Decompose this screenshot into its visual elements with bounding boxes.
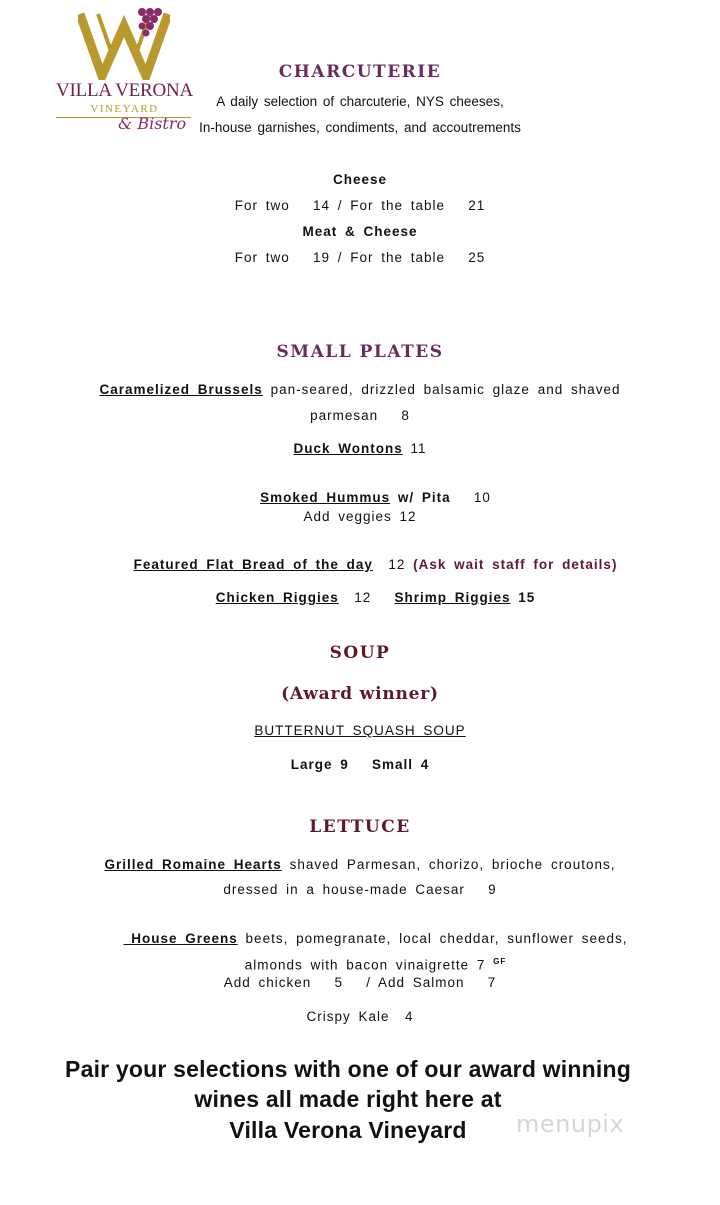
cheese-title: Cheese — [332, 172, 388, 187]
shrimp-riggies-name: Shrimp Riggies — [394, 590, 511, 605]
wontons-price: 11 — [402, 441, 427, 456]
house-greens-desc: beets, pomegranate, local cheddar, sunflower seeds, — [237, 931, 628, 946]
pairing-line-1: Pair your selections with one of our award winning — [65, 1056, 631, 1082]
soup-sizes: Large 9 Small 4 — [290, 757, 430, 772]
menu-item-wontons — [0, 441, 720, 456]
chicken-riggies-name: Chicken Riggies — [215, 590, 339, 605]
meat-cheese-prices: For two 19 / For the table 25 — [234, 250, 486, 265]
romaine-desc: shaved Parmesan, chorizo, brioche croutons, — [281, 857, 616, 872]
soup-award: (Award winner) — [281, 684, 439, 704]
pairing-line-3: Villa Verona Vineyard — [229, 1117, 467, 1143]
hummus-price: 10 — [450, 490, 491, 505]
veggies-addon: Add veggies 12 — [303, 509, 417, 524]
romaine-name: Grilled Romaine Hearts — [104, 857, 282, 872]
meat-cheese-title: Meat & Cheese — [302, 224, 418, 239]
logo-script: & Bistro — [118, 114, 187, 133]
brussels-desc-2: parmesan 8 — [310, 408, 410, 423]
brussels-name: Caramelized Brussels — [99, 382, 263, 397]
shrimp-riggies-price: 15 — [510, 590, 536, 605]
gluten-free-tag: GF — [493, 957, 507, 966]
house-greens-name: House Greens — [123, 931, 238, 946]
soup-title: SOUP — [329, 643, 391, 663]
charcuterie-desc-2: In-house garnishes, condiments, and accoutrements — [199, 120, 521, 135]
pairing-line-2: wines all made right here at — [194, 1086, 502, 1112]
house-greens-desc-2: almonds with bacon vinaigrette 7 — [244, 957, 494, 973]
charcuterie-title: CHARCUTERIE — [278, 62, 442, 82]
romaine-desc-2: dressed in a house-made Caesar 9 — [223, 882, 497, 897]
flatbread-name: Featured Flat Bread of the day — [133, 557, 373, 572]
crispy-kale: Crispy Kale 4 — [306, 1009, 414, 1024]
flatbread-note: (Ask wait staff for details) — [413, 557, 618, 572]
hummus-suffix: w/ Pita — [390, 490, 451, 505]
cheese-prices: For two 14 / For the table 21 — [234, 198, 486, 213]
chicken-riggies-price: 12 — [338, 590, 395, 605]
menu-item-riggies — [0, 575, 720, 620]
charcuterie-desc-1: A daily selection of charcuterie, NYS cheeses, — [216, 94, 504, 109]
watermark: menupix — [516, 1110, 625, 1138]
flatbread-price: 12 — [372, 557, 414, 572]
protein-addon: Add chicken 5 / Add Salmon 7 — [223, 975, 497, 990]
brussels-desc: pan-seared, drizzled balsamic glaze and shaved — [262, 382, 621, 397]
logo-name: VILLA VERONA — [55, 80, 194, 101]
lettuce-title: LETTUCE — [309, 817, 411, 837]
small-plates-title: SMALL PLATES — [276, 342, 444, 362]
wontons-name: Duck Wontons — [293, 441, 403, 456]
menu-item-brussels — [0, 382, 720, 397]
logo-subtitle: VINEYARD — [90, 103, 159, 115]
soup-name-text: BUTTERNUT SQUASH SOUP — [254, 723, 466, 738]
hummus-name: Smoked Hummus — [260, 490, 391, 505]
menu-item-romaine — [0, 857, 720, 872]
soup-name — [0, 723, 720, 738]
